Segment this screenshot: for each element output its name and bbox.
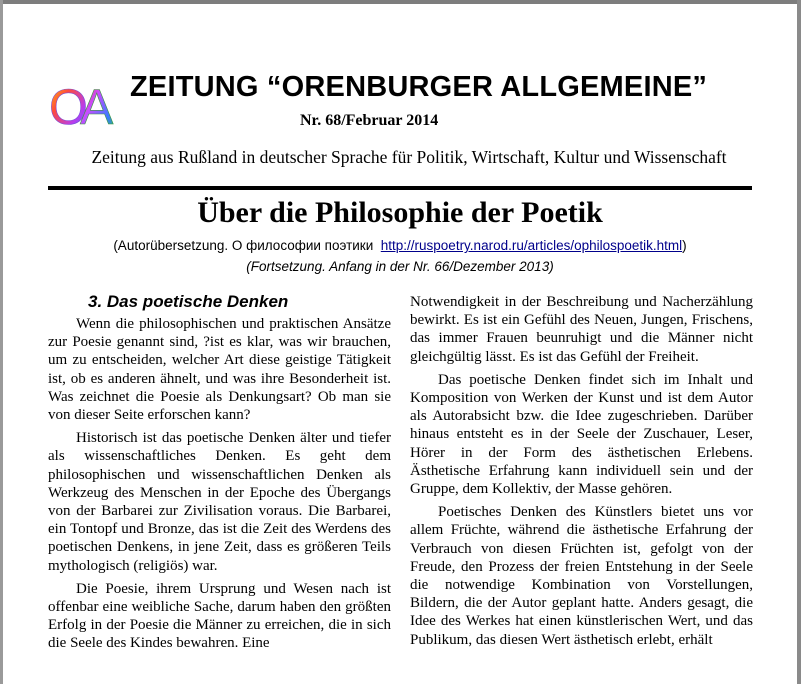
translation-prefix: (Autorübersetzung. О философии поэтики: [113, 238, 374, 253]
continuation-note: (Fortsetzung. Anfang in der Nr. 66/Dezember 2013): [246, 259, 554, 274]
newspaper-subtitle: Zeitung aus Rußland in deutscher Sprache für Politik, Wirtschaft, Kultur und Wissenschaft: [91, 147, 727, 167]
window-top-border: [0, 0, 801, 4]
issue-number: Nr. 68/Februar 2014: [300, 112, 439, 129]
right-column: [410, 290, 753, 649]
left-column: [48, 290, 391, 653]
source-link[interactable]: http://ruspoetry.narod.ru/articles/ophilospoetik.html: [380, 238, 683, 253]
svg-text:O: O: [49, 80, 88, 132]
translation-note: [48, 238, 752, 253]
window-right-border: [797, 0, 801, 684]
article-title: Über die Philosophie der Poetik: [197, 196, 603, 229]
window-left-border: [0, 0, 3, 684]
paragraph: Die Poesie, ihrem Ursprung und Wesen nach ist offenbar eine weibliche Sache, darum haben den größten Erfolg in der Poesie die Männer zu erreichen, die in sich die Seele des Kindes bewahren. Eine: [48, 580, 391, 652]
paragraph: Das poetische Denken findet sich im Inhalt und Komposition von Werken der Kunst und ist dem Autor als Autorabsicht bzw. die Idee zugeschrieben. Darüber hinaus entsteht es in der Seele der Zuschauer, Leser, Hörer in der Form des ästhetischen Erlebens. Ästhetische Erfahrung kann individuell sein und der Gruppe, dem Kollektiv, der Masse gehören.: [410, 371, 753, 498]
section-heading: 3. Das poetische Denken: [88, 292, 289, 311]
translation-suffix: ): [682, 238, 687, 253]
svg-text:A: A: [80, 80, 114, 132]
paragraph: Historisch ist das poetische Denken älter und tiefer als wissenschaftliches Denken. Es geht dem philosophischen und wissenschaftlichen Denken als Werkzeug des Menschen in der Epoche des Übergangs von der Barbarei zur Zivilisation voraus. Die Barbarei, ein Tontopf und Bronze, das ist die Zeit des Werdens des poetischen Denkens, in jene Zeit, dass es größeren Teils mythologisch (religiös) war.: [48, 430, 391, 574]
masthead-divider: [48, 186, 752, 190]
newspaper-logo: [48, 80, 118, 132]
paragraph: Wenn die philosophischen und praktischen Ansätze zur Poesie genannt sind, ?ist es klar, was wir brauchen, um zu entscheiden, welcher Art diese geistige Tätigkeit ist, ob es anderen ähnelt, und was ihre Besonderheit ist. Was zeichnet die Poesie als Denkungsart? Ob man sie von dieser Seite erforschen kann?: [48, 316, 391, 424]
paragraph: Poetisches Denken des Künstlers bietet uns vor allem Früchte, während die ästhetische Erfahrung der Verbrauch von diesen Früchten ist, gefolgt von der Freude, den Prozess der freien Entstehung in der Seele die notwendige Kombination von Vorstellungen, Bildern, die der Autor geplant hatte. Anders gesagt, die Idee des Werkes hat einen künstlerischen Wert, und das Publikum, das diesen Wert ästhetisch erlebt, erhält: [410, 504, 753, 648]
paragraph: Notwendigkeit in der Beschreibung und Nacherzählung bewirkt. Es ist ein Gefühl des Neuen, Jungen, Frischens, das immer Frauen beunruhigt und die Männer nicht gleichgültig lässt. Es ist das Gefühl der Freiheit.: [410, 294, 753, 365]
newspaper-title: ZEITUNG “ORENBURGER ALLGEMEINE”: [130, 71, 708, 103]
